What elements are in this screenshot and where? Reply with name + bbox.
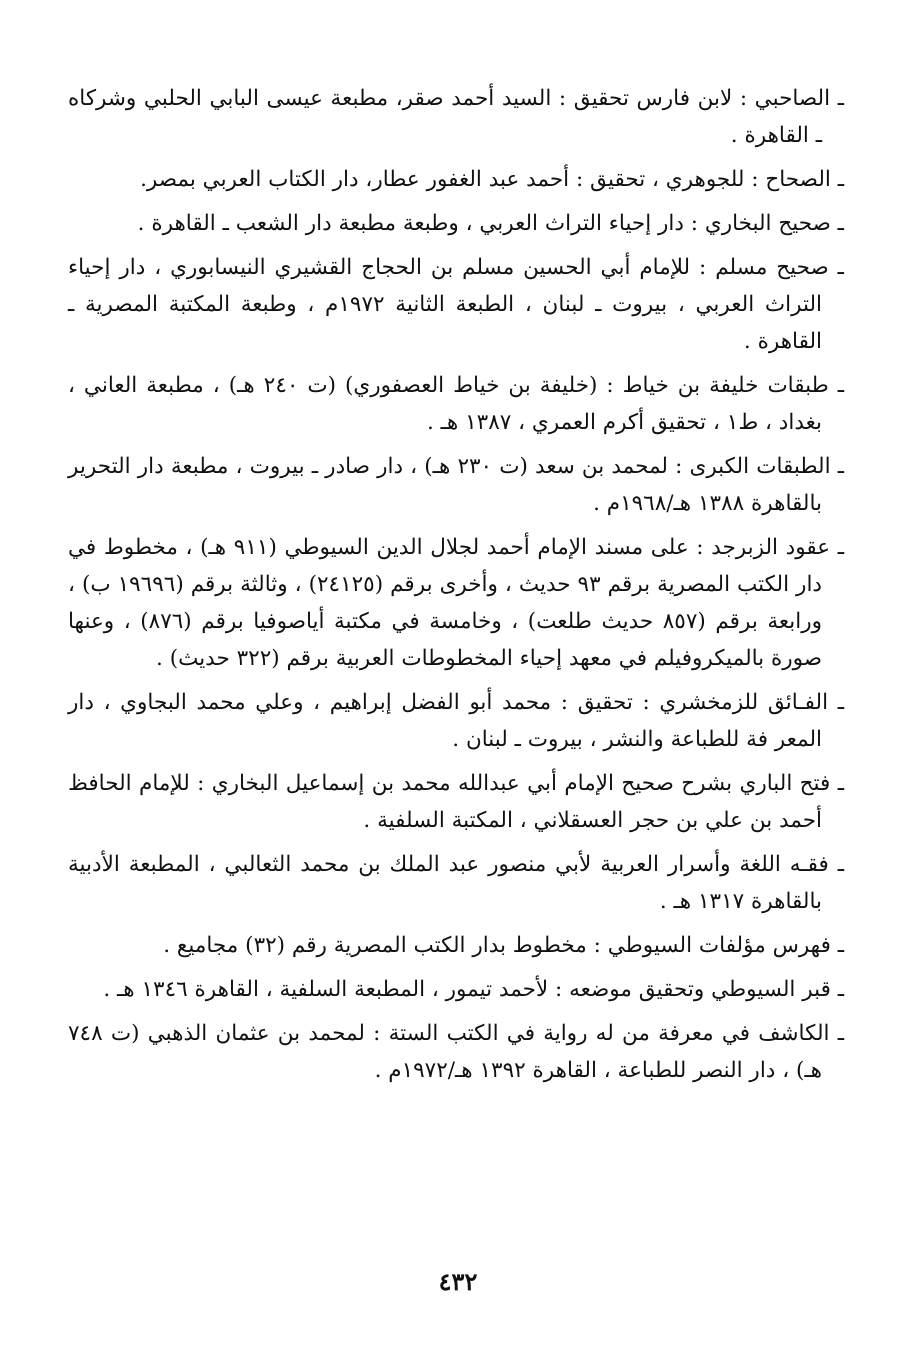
reference-entry: ـ عقود الزبرجد : على مسند الإمام أحمد لجلال الدين السيوطي (٩١١ هـ) ، مخطوط في دار الكتب المصرية برقم ٩٣ حديث ، وأخرى برقم (٢٤١٢٥) ، وثالثة برقم (١٩٦٩٦ ب) ، ورابعة برقم (٨٥٧ حديث طلعت) ، وخامسة في مكتبة أياصوفيا برقم (٨٧٦) ، وعنها صورة بالميكروفيلم في معهد إحياء المخطوطات العربية برقم (٣٢٢ حديث) . — [68, 535, 844, 671]
reference-entry: ـ فهرس مؤلفات السيوطي : مخطوط بدار الكتب المصرية رقم (٣٢) مجاميع . — [163, 933, 844, 958]
reference-entry: ـ الكاشف في معرفة من له رواية في الكتب الستة : لمحمد بن عثمان الذهبي (ت ٧٤٨ هـ) ، دار النصر للطباعة ، القاهرة ١٣٩٢ هـ/١٩٧٢م . — [68, 1021, 844, 1083]
reference-entry: ـ قبر السيوطي وتحقيق موضعه : لأحمد تيمور ، المطبعة السلفية ، القاهرة ١٣٤٦ هـ . — [103, 977, 844, 1002]
reference-entry: ـ صحيح البخاري : دار إحياء التراث العربي ، وطبعة مطبعة دار الشعب ـ القاهرة . — [137, 211, 844, 236]
reference-entry: ـ فتح الباري بشرح صحيح الإمام أبي عبدالله محمد بن إسماعيل البخاري : للإمام الحافظ أحمد بن علي بن حجر العسقلاني ، المكتبة السلفية . — [68, 771, 844, 833]
reference-entry: ـ طبقات خليفة بن خياط : (خليفة بن خياط العصفوري) (ت ٢٤٠ هـ) ، مطبعة العاني ، بغداد ، ط١ ، تحقيق أكرم العمري ، ١٣٨٧ هـ . — [68, 373, 844, 435]
reference-entry: ـ الطبقات الكبرى : لمحمد بن سعد (ت ٢٣٠ هـ) ، دار صادر ـ بيروت ، مطبعة دار التحرير بالقاهرة ١٣٨٨ هـ/١٩٦٨م . — [68, 454, 844, 516]
reference-entry: ـ الفـائق للزمخشري : تحقيق : محمد أبو الفضل إبراهيم ، وعلي محمد البجاوي ، دار المعر فة للطباعة والنشر ، بيروت ـ لبنان . — [68, 690, 844, 752]
reference-entry: ـ الصاحبي : لابن فارس تحقيق : السيد أحمد صقر، مطبعة عيسى البابي الحلبي وشركاه ـ القاهرة . — [68, 86, 844, 148]
reference-entry: ـ صحيح مسلم : للإمام أبي الحسين مسلم بن الحجاج القشيري النيسابوري ، دار إحياء التراث العربي ، بيروت ـ لبنان ، الطبعة الثانية ١٩٧٢م ، وطبعة المكتبة المصرية ـ القاهرة . — [68, 255, 844, 354]
reference-entry: ـ الصحاح : للجوهري ، تحقيق : أحمد عبد الغفور عطار، دار الكتاب العربي بمصر. — [140, 167, 844, 192]
reference-entry: ـ فقـه اللغة وأسرار العربية لأبي منصور عبد الملك بن محمد الثعالبي ، المطبعة الأدبية بالقاهرة ١٣١٧ هـ . — [68, 852, 844, 914]
page-number: ٤٣٢ — [438, 1267, 478, 1296]
bibliography-list — [68, 80, 844, 1096]
